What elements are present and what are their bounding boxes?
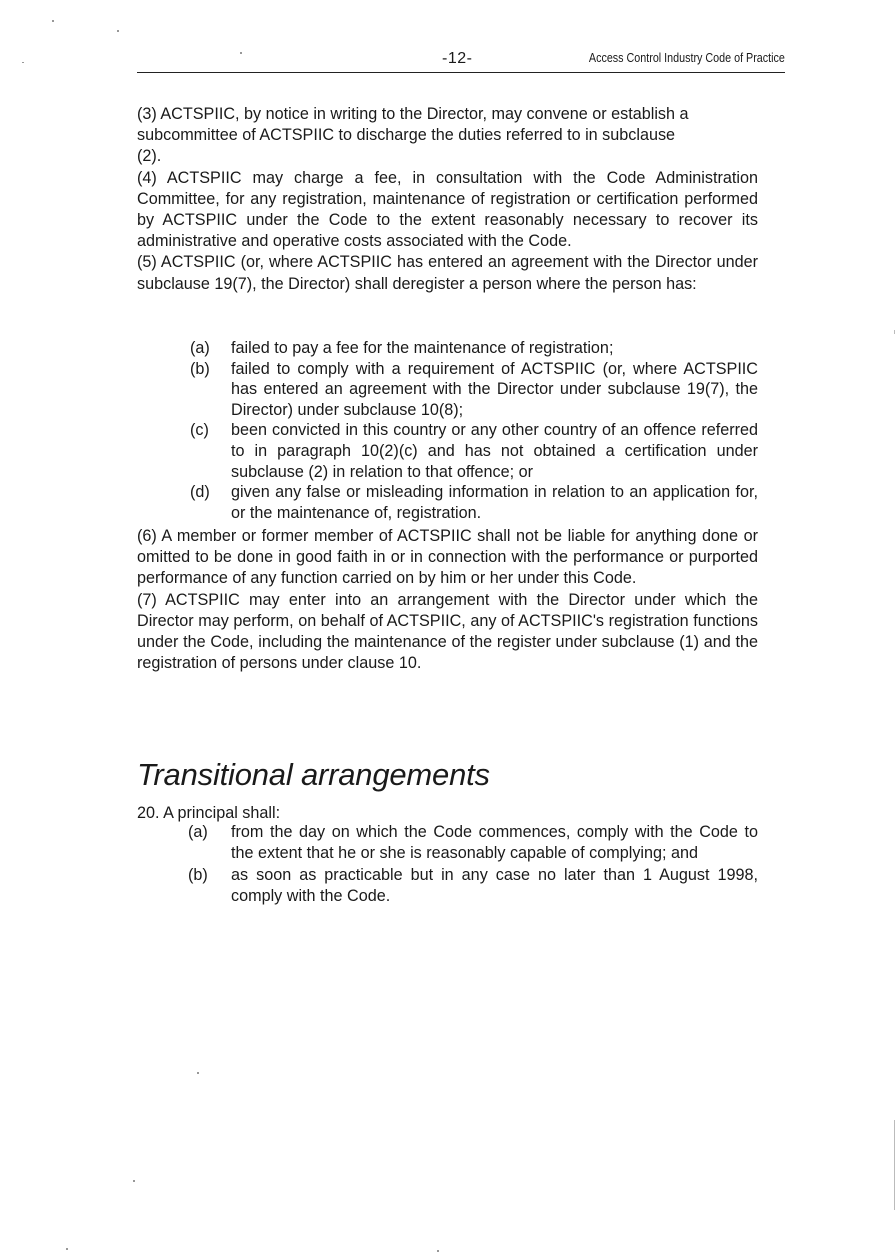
scan-speck: [66, 1248, 68, 1250]
scan-speck: [197, 1072, 199, 1074]
list-item: [190, 359, 758, 421]
list-item: [188, 822, 758, 865]
paragraph-3: (3) ACTSPIIC, by notice in writing to the Director, may convene or establish a subcommittee of ACTSPIIC to discharge the duties referred to in subclause (2).: [137, 105, 689, 166]
list-item: [190, 482, 758, 523]
paragraph-5-list: [190, 338, 758, 523]
item-text: as soon as practicable but in any case no later than 1 August 1998, comply with the Code.: [231, 865, 758, 906]
page-header: [137, 48, 785, 73]
scan-speck: [437, 1250, 439, 1252]
scan-speck: [52, 20, 54, 22]
scan-speck: [240, 52, 242, 54]
paragraph-4: (4) ACTSPIIC may charge a fee, in consultation with the Code Administration Committee, for any registration, maintenance of registration or certification performed by ACTSPIIC under the Code to the extent reasonably necessary to recover its administrative and operative costs associated with the Code.: [137, 168, 758, 251]
item-label: (c): [190, 421, 209, 440]
running-title: Access Control Industry Code of Practice: [589, 51, 785, 65]
clause-20-list: [188, 822, 758, 908]
item-label: (b): [190, 359, 210, 378]
page-number: -12-: [442, 50, 473, 67]
item-label: (a): [188, 823, 208, 841]
item-text: been convicted in this country or any other country of an offence referred to in paragraph 10(2)(c) and has not obtained a certification under subclause (2) in relation to that offence; or: [231, 421, 758, 481]
scan-speck: [133, 1180, 135, 1182]
item-label: (a): [190, 339, 210, 357]
clause-20-intro: 20. A principal shall:: [137, 804, 281, 822]
paragraph-5: (5) ACTSPIIC (or, where ACTSPIIC has entered an agreement with the Director under subclause 19(7), the Director) shall deregister a person where the person has:: [137, 253, 758, 293]
item-label: (d): [190, 483, 210, 502]
scan-speck: [117, 30, 119, 32]
item-text: failed to comply with a requirement of ACTSPIIC (or, where ACTSPIIC has entered an agreement with the Director under subclause 19(7), the Director) under subclause 10(8);: [231, 359, 758, 419]
list-item: [190, 420, 758, 482]
paragraph-7: (7) ACTSPIIC may enter into an arrangement with the Director under which the Director may perform, on behalf of ACTSPIIC, any of ACTSPIIC's registration functions under the Code, including the maintenance of the register under subclause (1) and the registration of persons under clause 10.: [137, 590, 758, 673]
list-item: [190, 338, 758, 359]
item-label: (b): [188, 865, 208, 884]
section-heading: Transitional arrangements: [137, 757, 490, 792]
item-text: failed to pay a fee for the maintenance of registration;: [231, 339, 614, 357]
item-text: given any false or misleading information in relation to an application for, or the maintenance of, registration.: [231, 483, 758, 522]
paragraph-6: (6) A member or former member of ACTSPIIC shall not be liable for anything done or omitted to be done in good faith in or in connection with the performance or purported performance of any function carried on by him or her under this Code.: [137, 527, 758, 588]
scan-speck: [22, 62, 24, 63]
clause-19-paragraphs-top: [137, 104, 758, 295]
clause-19-paragraphs-bottom: [137, 526, 758, 674]
list-item: [188, 865, 758, 908]
item-text: from the day on which the Code commences, comply with the Code to the extent that he or she is reasonably capable of complying; and: [231, 823, 758, 863]
